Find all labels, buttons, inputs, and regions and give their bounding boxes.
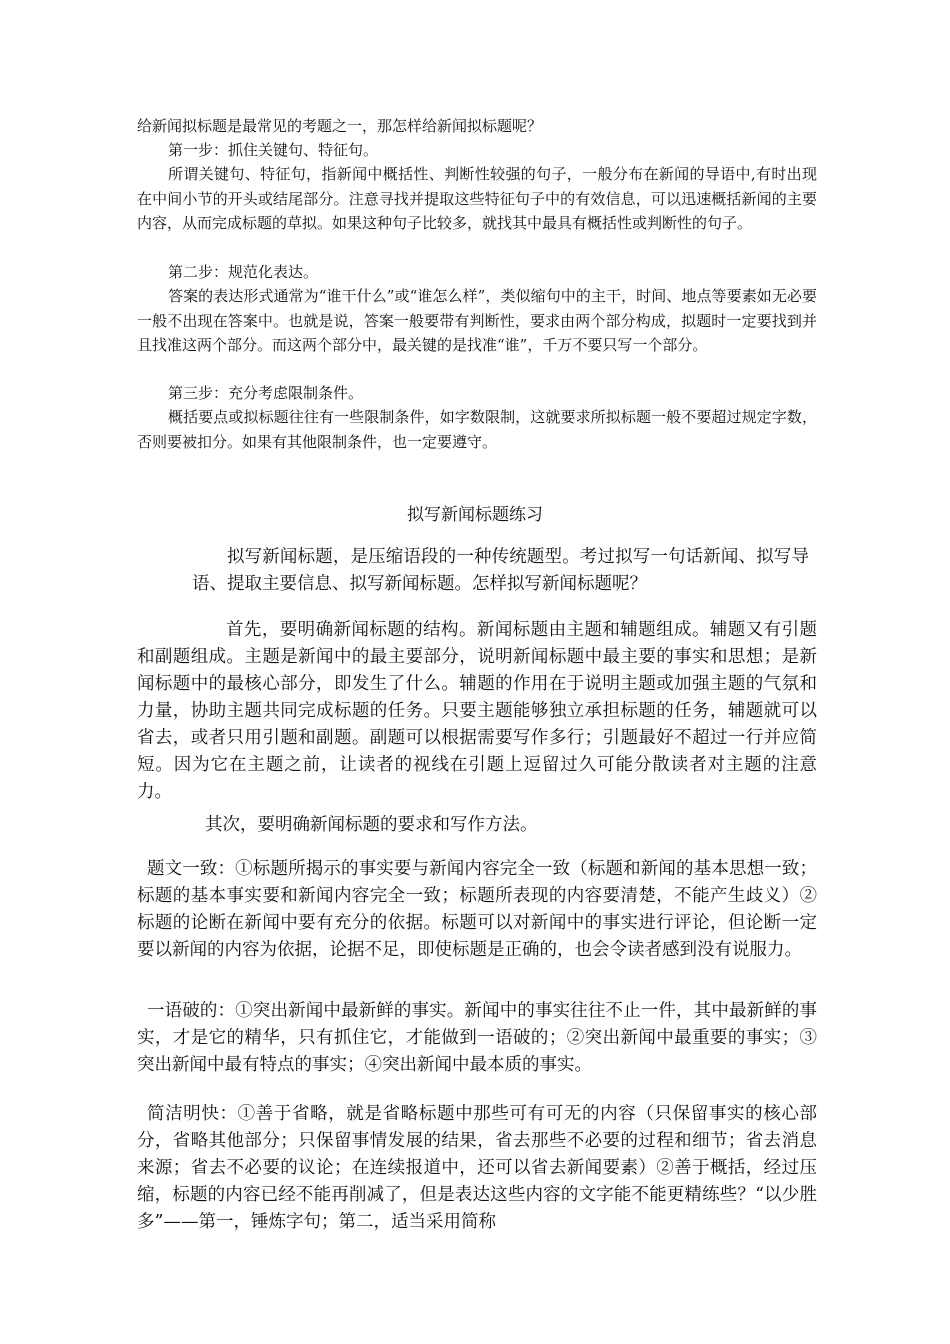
section-title: 拟写新闻标题练习 [407,505,543,525]
step1-heading: 第一步：抓住关键句、特征句。 [168,141,379,159]
structure-paragraph: 首先，要明确新闻标题的结构。新闻标题由主题和辅题组成。辅题又有引题和副题组成。主题是新闻中的最主要部分，说明新闻标题中最主要的事实和思想；是新闻标题中的最核心部分，即发生了什么。辅题的作用在于说明主题或加强主题的气氛和力量，协助主题共同完成标题的任务。只要主题能够独立承担标题的任务，辅题就可以省去，或者只用引题和副题。副题可以根据需要写作多行；引题最好不超过一行并应简短。因为它在主题之前，让读者的视线在引题上逗留过久可能分散读者对主题的注意力。 [137,620,817,802]
focus-paragraph: 一语破的：①突出新闻中最新鲜的事实。新闻中的事实往往不止一件，其中最新鲜的事实，才是它的精华，只有抓住它，才能做到一语破的；②突出新闻中最重要的事实；③突出新闻中最有特点的事实；④突出新闻中最本质的事实。 [137,1001,817,1075]
step1-body: 所谓关键句、特征句，指新闻中概括性、判断性较强的句子，一般分布在新闻的导语中,有时出现在中间小节的开头或结尾部分。注意寻找并提取这些特征句子中的有效信息，可以迅速概括新闻的主要内容，从而完成标题的草拟。如果这种句子比较多，就找其中最具有概括性或判断性的句子。 [137,165,817,232]
step3-body: 概括要点或拟标题往往有一些限制条件，如字数限制，这就要求所拟标题一般不要超过规定字数，否则要被扣分。如果有其他限制条件，也一定要遵守。 [137,408,817,451]
step2-body: 答案的表达形式通常为“谁干什么”或“谁怎么样”，类似缩句中的主干，时间、地点等要素如无必要一般不出现在答案中。也就是说，答案一般要带有判断性，要求由两个部分构成，拟题时一定要找到并且找准这两个部分。而这两个部分中，最关键的是找准“谁”，千万不要只写一个部分。 [137,287,817,354]
section-intro: 拟写新闻标题，是压缩语段的一种传统题型。考过拟写一句话新闻、拟写导语、提取主要信息、拟写新闻标题。怎样拟写新闻标题呢？ [192,547,809,594]
intro-paragraph: 给新闻拟标题是最常见的考题之一，那怎样给新闻拟标题呢？ [137,117,543,135]
step3-heading: 第三步：充分考虑限制条件。 [168,384,364,402]
requirements-heading: 其次，要明确新闻标题的要求和写作方法。 [205,815,538,835]
concise-paragraph: 简洁明快：①善于省略，就是省略标题中那些可有可无的内容（只保留事实的核心部分，省略其他部分；只保留事情发展的结果，省去那些不必要的过程和细节；省去消息来源；省去不必要的议论；在连续报道中，还可以省去新闻要素）②善于概括，经过压缩，标题的内容已经不能再削减了，但是表达这些内容的文字能不能更精练些？“以少胜多”——第一，锤炼字句；第二，适当采用简称 [137,1104,817,1232]
consistency-paragraph: 题文一致：①标题所揭示的事实要与新闻内容完全一致（标题和新闻的基本思想一致；标题的基本事实要和新闻内容完全一致；标题所表现的内容要清楚，不能产生歧义）②标题的论断在新闻中要有充分的依据。标题可以对新闻中的事实进行评论，但论断一定要以新闻的内容为依据，论据不足，即使标题是正确的，也会令读者感到没有说服力。 [137,859,817,960]
step2-heading: 第二步：规范化表达。 [168,263,319,281]
